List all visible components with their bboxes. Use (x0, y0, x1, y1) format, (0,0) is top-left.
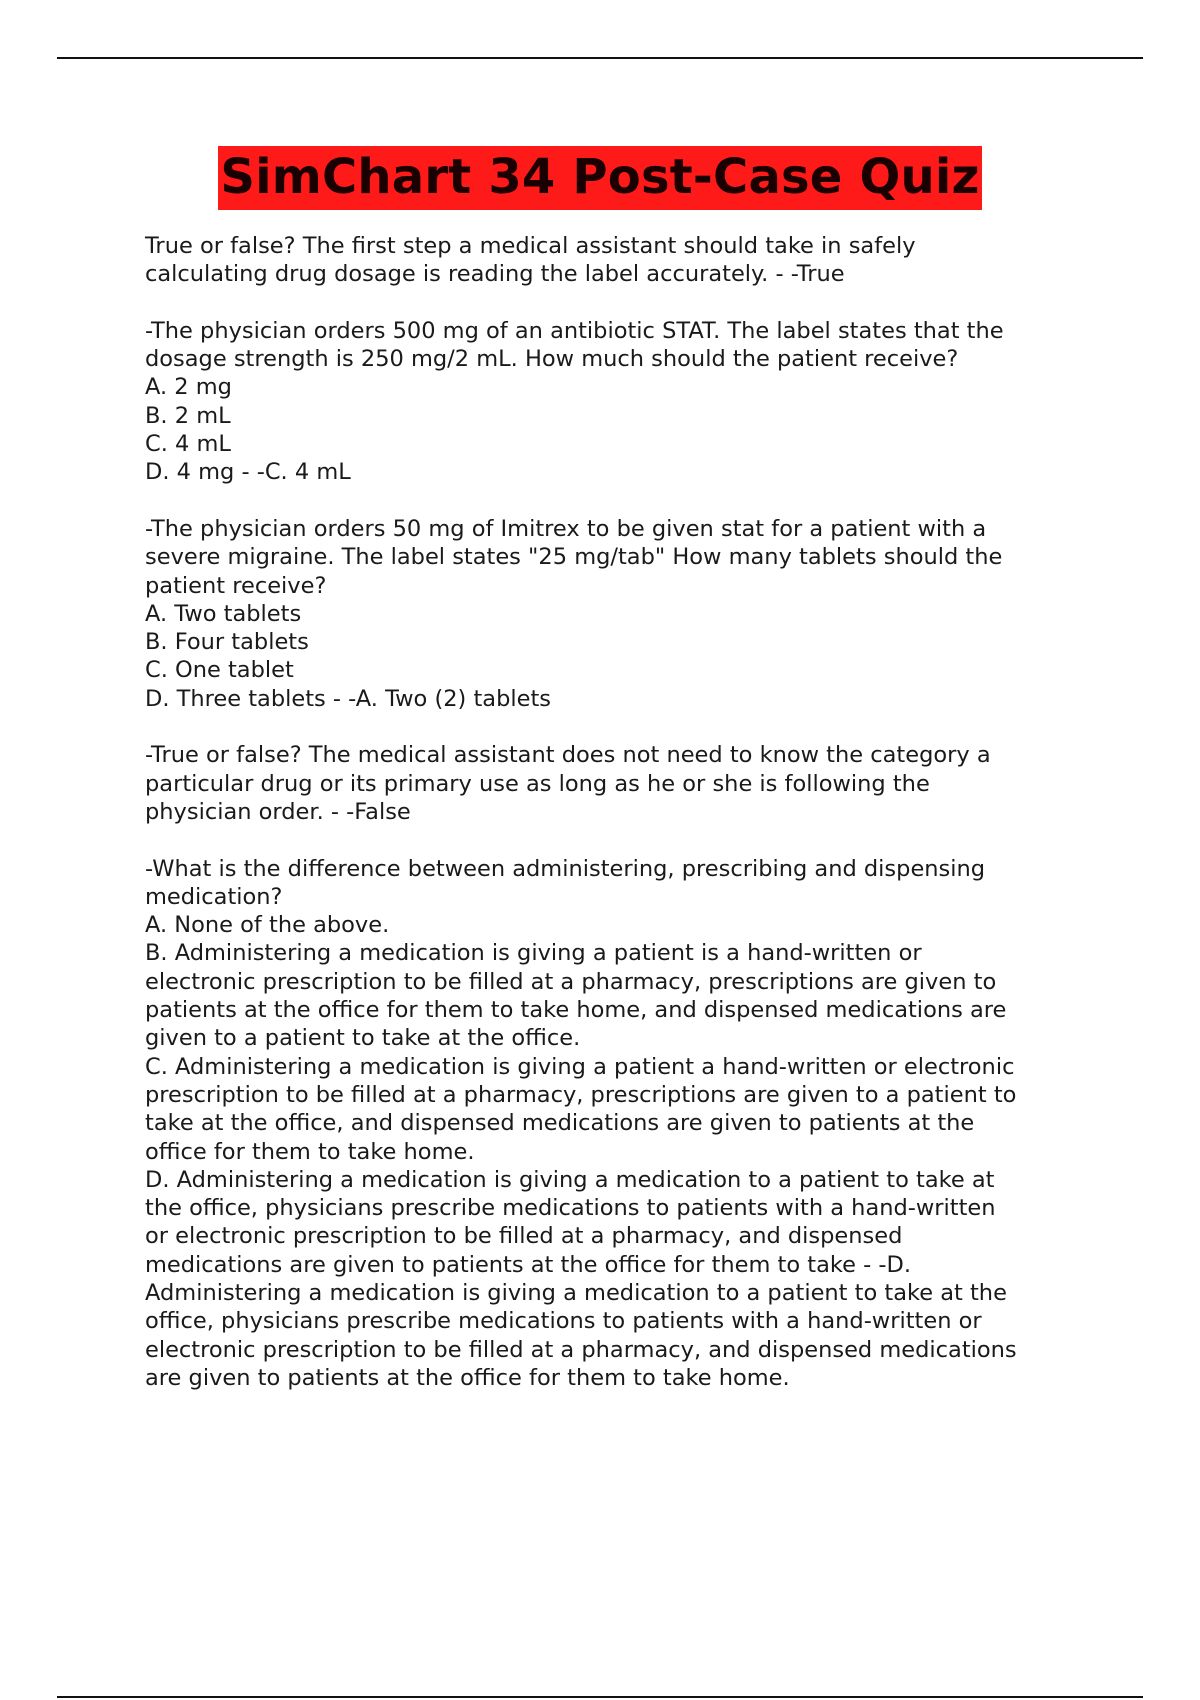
option-line: or electronic prescription to be filled at a pharmacy, and dispensed (145, 1223, 903, 1250)
question-block (145, 515, 1095, 713)
option-line: C. Administering a medication is giving a patient a hand-written or electronic (145, 1053, 1015, 1080)
option-line: B. 2 mL (145, 402, 231, 429)
option-line: patients at the office for them to take home, and dispensed medications are (145, 997, 1007, 1024)
text-line: -The physician orders 50 mg of Imitrex to be given stat for a patient with a (145, 515, 987, 542)
top-rule (57, 57, 1143, 59)
option-line: D. Administering a medication is giving a medication to a patient to take at (145, 1166, 995, 1193)
option-line: C. One tablet (145, 657, 294, 684)
question-block (145, 317, 1095, 487)
question-block (145, 855, 1095, 1393)
option-line: office, physicians prescribe medications to patients with a hand-written or (145, 1308, 982, 1335)
text-line: True or false? The first step a medical assistant should take in safely (145, 233, 916, 259)
option-line: medications are given to patients at the office for them to take - -D. (145, 1251, 911, 1278)
option-line: given to a patient to take at the office. (145, 1025, 581, 1052)
text-line: patient receive? (145, 572, 327, 599)
option-line: B. Administering a medication is giving a patient is a hand-written or (145, 940, 922, 967)
option-line: B. Four tablets (145, 629, 309, 656)
option-line: A. Two tablets (145, 600, 302, 627)
option-line: office for them to take home. (145, 1138, 475, 1165)
option-line: C. 4 mL (145, 431, 231, 458)
text-line: medication? (145, 883, 283, 910)
text-line: severe migraine. The label states "25 mg/tab" How many tablets should the (145, 544, 1003, 571)
option-line: electronic prescription to be filled at a pharmacy, prescriptions are given to (145, 968, 997, 995)
text-line: -What is the difference between administering, prescribing and dispensing (145, 855, 986, 882)
question-block (145, 741, 1095, 826)
option-line: are given to patients at the office for them to take home. (145, 1364, 790, 1391)
option-line: the office, physicians prescribe medications to patients with a hand-written (145, 1195, 996, 1222)
option-line: electronic prescription to be filled at a pharmacy, and dispensed medications (145, 1336, 1017, 1363)
option-line: D. Three tablets - -A. Two (2) tablets (145, 685, 551, 712)
option-line: A. None of the above. (145, 912, 390, 939)
page-title: SimChart 34 Post-Case Quiz (218, 146, 981, 210)
text-line: particular drug or its primary use as long as he or she is following the (145, 770, 930, 797)
text-line: dosage strength is 250 mg/2 mL. How much should the patient receive? (145, 346, 959, 373)
question-block (145, 232, 1095, 289)
text-line: calculating drug dosage is reading the label accurately. - -True (145, 261, 845, 288)
option-line: take at the office, and dispensed medications are given to patients at the (145, 1110, 975, 1137)
option-line: A. 2 mg (145, 374, 232, 401)
option-line: D. 4 mg - -C. 4 mL (145, 459, 351, 486)
text-line: -The physician orders 500 mg of an antibiotic STAT. The label states that the (145, 317, 1004, 344)
title-block (0, 146, 1200, 210)
text-line: physician order. - -False (145, 798, 411, 825)
option-line: prescription to be filled at a pharmacy, prescriptions are given to a patient to (145, 1081, 1017, 1108)
option-line: Administering a medication is giving a medication to a patient to take at the (145, 1279, 1007, 1306)
text-line: -True or false? The medical assistant does not need to know the category a (145, 742, 991, 769)
quiz-content (145, 232, 1095, 1420)
bottom-rule (57, 1696, 1143, 1698)
